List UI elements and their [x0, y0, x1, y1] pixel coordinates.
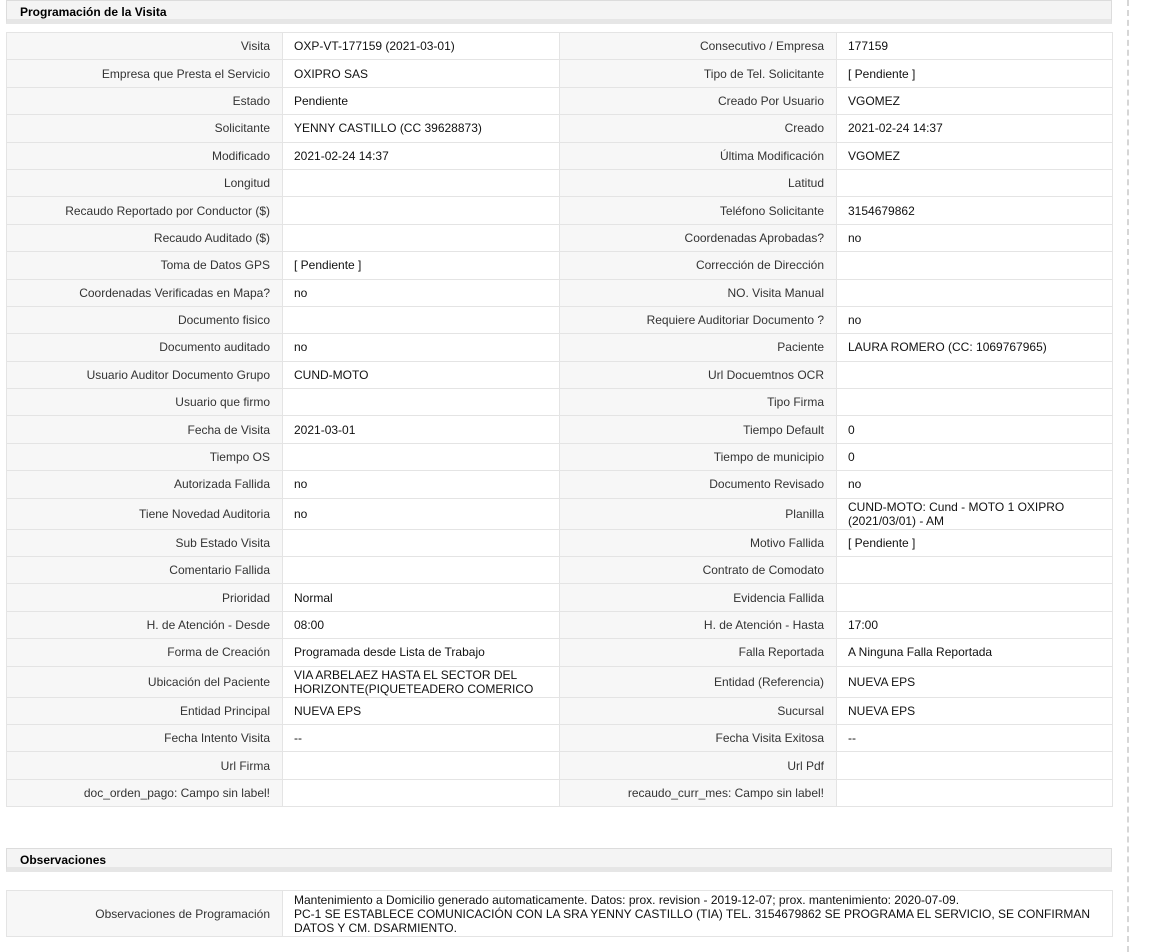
field-value: VGOMEZ	[837, 87, 1113, 114]
field-label: Tiene Novedad Auditoria	[7, 498, 283, 529]
section-title: Observaciones	[20, 853, 107, 867]
field-label: Comentario Fallida	[7, 557, 283, 584]
field-label: NO. Visita Manual	[560, 279, 837, 306]
field-value	[283, 169, 560, 196]
field-label: Url Firma	[7, 752, 283, 779]
field-value	[837, 779, 1113, 806]
field-label: Solicitante	[7, 115, 283, 142]
section-header-programacion	[6, 0, 1112, 24]
table-row	[7, 197, 1113, 224]
field-value: 3154679862	[837, 197, 1113, 224]
field-value	[837, 557, 1113, 584]
field-label: Longitud	[7, 169, 283, 196]
field-label: Creado	[560, 115, 837, 142]
table-row	[7, 389, 1113, 416]
field-value	[837, 361, 1113, 388]
field-value: VIA ARBELAEZ HASTA EL SECTOR DEL HORIZONTE(PIQUETEADERO COMERICO	[283, 666, 560, 697]
field-label: Documento Revisado	[560, 471, 837, 498]
field-value: NUEVA EPS	[837, 666, 1113, 697]
field-label: Fecha Visita Exitosa	[560, 724, 837, 751]
field-value: no	[837, 471, 1113, 498]
field-value: NUEVA EPS	[837, 697, 1113, 724]
field-label: Fecha de Visita	[7, 416, 283, 443]
scroll-divider	[1127, 0, 1129, 952]
field-label: Falla Reportada	[560, 639, 837, 666]
field-label: Coordenadas Verificadas en Mapa?	[7, 279, 283, 306]
field-value	[837, 752, 1113, 779]
field-label: recaudo_curr_mes: Campo sin label!	[560, 779, 837, 806]
field-label: Autorizada Fallida	[7, 471, 283, 498]
field-label: Observaciones de Programación	[7, 891, 283, 937]
field-value: no	[283, 498, 560, 529]
field-value	[283, 557, 560, 584]
table-row	[7, 498, 1113, 529]
table-row	[7, 611, 1113, 638]
field-value: VGOMEZ	[837, 142, 1113, 169]
field-label: Documento fisico	[7, 306, 283, 333]
field-label: Tiempo de municipio	[560, 443, 837, 470]
field-value	[283, 389, 560, 416]
field-label: Toma de Datos GPS	[7, 252, 283, 279]
field-label: Corrección de Dirección	[560, 252, 837, 279]
table-row	[7, 115, 1113, 142]
field-value: no	[283, 334, 560, 361]
field-label: H. de Atención - Desde	[7, 611, 283, 638]
field-label: Tipo de Tel. Solicitante	[560, 60, 837, 87]
field-label: Prioridad	[7, 584, 283, 611]
table-row	[7, 279, 1113, 306]
table-row	[7, 416, 1113, 443]
field-value: 2021-02-24 14:37	[837, 115, 1113, 142]
table-row	[7, 666, 1113, 697]
field-value: [ Pendiente ]	[837, 529, 1113, 556]
field-value: 08:00	[283, 611, 560, 638]
field-value: [ Pendiente ]	[283, 252, 560, 279]
table-row	[7, 142, 1113, 169]
field-value: NUEVA EPS	[283, 697, 560, 724]
table-row	[7, 697, 1113, 724]
field-value: 0	[837, 443, 1113, 470]
field-value: 17:00	[837, 611, 1113, 638]
field-value: 177159	[837, 33, 1113, 60]
field-value: Normal	[283, 584, 560, 611]
field-label: Última Modificación	[560, 142, 837, 169]
visit-details-table	[6, 32, 1113, 807]
table-row	[7, 60, 1113, 87]
field-value: --	[283, 724, 560, 751]
table-row	[7, 891, 1113, 937]
field-value: Pendiente	[283, 87, 560, 114]
field-label: Recaudo Auditado ($)	[7, 224, 283, 251]
field-value	[283, 224, 560, 251]
field-label: Recaudo Reportado por Conductor ($)	[7, 197, 283, 224]
field-value: no	[283, 279, 560, 306]
field-label: Url Docuemtnos OCR	[560, 361, 837, 388]
table-row	[7, 779, 1113, 806]
table-row	[7, 361, 1113, 388]
field-value: [ Pendiente ]	[837, 60, 1113, 87]
field-value: 2021-02-24 14:37	[283, 142, 560, 169]
field-value: OXIPRO SAS	[283, 60, 560, 87]
table-row	[7, 334, 1113, 361]
field-label: Requiere Auditoriar Documento ?	[560, 306, 837, 333]
field-label: Usuario Auditor Documento Grupo	[7, 361, 283, 388]
field-label: Tiempo OS	[7, 443, 283, 470]
table-row	[7, 169, 1113, 196]
field-label: Teléfono Solicitante	[560, 197, 837, 224]
field-value	[283, 443, 560, 470]
table-row	[7, 87, 1113, 114]
field-label: H. de Atención - Hasta	[560, 611, 837, 638]
table-row	[7, 224, 1113, 251]
field-label: Creado Por Usuario	[560, 87, 837, 114]
field-value: no	[837, 224, 1113, 251]
observation-line: Mantenimiento a Domicilio generado automaticamente. Datos: prox. revision - 2019-12-07; prox. mantenimiento: 2020-07-09.	[294, 892, 960, 907]
field-value	[283, 306, 560, 333]
field-label: Ubicación del Paciente	[7, 666, 283, 697]
field-label: Tipo Firma	[560, 389, 837, 416]
field-value: no	[283, 471, 560, 498]
field-value	[837, 169, 1113, 196]
field-label: Entidad Principal	[7, 697, 283, 724]
field-value	[283, 779, 560, 806]
field-value	[283, 752, 560, 779]
table-row	[7, 724, 1113, 751]
field-value: OXP-VT-177159 (2021-03-01)	[283, 33, 560, 60]
table-row	[7, 584, 1113, 611]
field-label: Sub Estado Visita	[7, 529, 283, 556]
field-value: A Ninguna Falla Reportada	[837, 639, 1113, 666]
field-label: Empresa que Presta el Servicio	[7, 60, 283, 87]
field-value: 0	[837, 416, 1113, 443]
field-value: YENNY CASTILLO (CC 39628873)	[283, 115, 560, 142]
field-label: Url Pdf	[560, 752, 837, 779]
field-label: Sucursal	[560, 697, 837, 724]
field-label: Coordenadas Aprobadas?	[560, 224, 837, 251]
observations-table	[6, 890, 1113, 937]
field-label: Consecutivo / Empresa	[560, 33, 837, 60]
table-row	[7, 639, 1113, 666]
field-label: Estado	[7, 87, 283, 114]
field-value	[283, 197, 560, 224]
field-label: Evidencia Fallida	[560, 584, 837, 611]
field-label: Modificado	[7, 142, 283, 169]
field-label: Paciente	[560, 334, 837, 361]
field-value	[837, 584, 1113, 611]
field-value: Programada desde Lista de Trabajo	[283, 639, 560, 666]
section-title: Programación de la Visita	[20, 5, 167, 19]
field-label: Contrato de Comodato	[560, 557, 837, 584]
field-label: Forma de Creación	[7, 639, 283, 666]
table-row	[7, 557, 1113, 584]
field-label: Usuario que firmo	[7, 389, 283, 416]
field-value	[837, 279, 1113, 306]
table-row	[7, 529, 1113, 556]
field-value	[283, 529, 560, 556]
field-label: doc_orden_pago: Campo sin label!	[7, 779, 283, 806]
field-value: LAURA ROMERO (CC: 1069767965)	[837, 334, 1113, 361]
field-value: CUND-MOTO	[283, 361, 560, 388]
field-label: Fecha Intento Visita	[7, 724, 283, 751]
field-label: Planilla	[560, 498, 837, 529]
table-row	[7, 252, 1113, 279]
field-label: Documento auditado	[7, 334, 283, 361]
field-value	[837, 252, 1113, 279]
field-value: CUND-MOTO: Cund - MOTO 1 OXIPRO (2021/03/01) - AM	[837, 498, 1113, 529]
table-row	[7, 306, 1113, 333]
table-row	[7, 471, 1113, 498]
field-label: Tiempo Default	[560, 416, 837, 443]
field-value: --	[837, 724, 1113, 751]
observation-line: PC-1 SE ESTABLECE COMUNICACIÓN CON LA SRA YENNY CASTILLO (TIA) TEL. 3154679862 SE PROGRAMA EL SERVICIO, SE CONFIRMAN DATOS Y CM. DSARMIENTO.	[294, 906, 1091, 935]
table-row	[7, 443, 1113, 470]
field-label: Entidad (Referencia)	[560, 666, 837, 697]
table-row	[7, 33, 1113, 60]
section-header-observaciones	[6, 848, 1112, 872]
field-label: Motivo Fallida	[560, 529, 837, 556]
field-value: no	[837, 306, 1113, 333]
table-row	[7, 752, 1113, 779]
field-value: 2021-03-01	[283, 416, 560, 443]
observaciones-value	[283, 891, 1113, 937]
field-value	[837, 389, 1113, 416]
field-label: Latitud	[560, 169, 837, 196]
field-label: Visita	[7, 33, 283, 60]
